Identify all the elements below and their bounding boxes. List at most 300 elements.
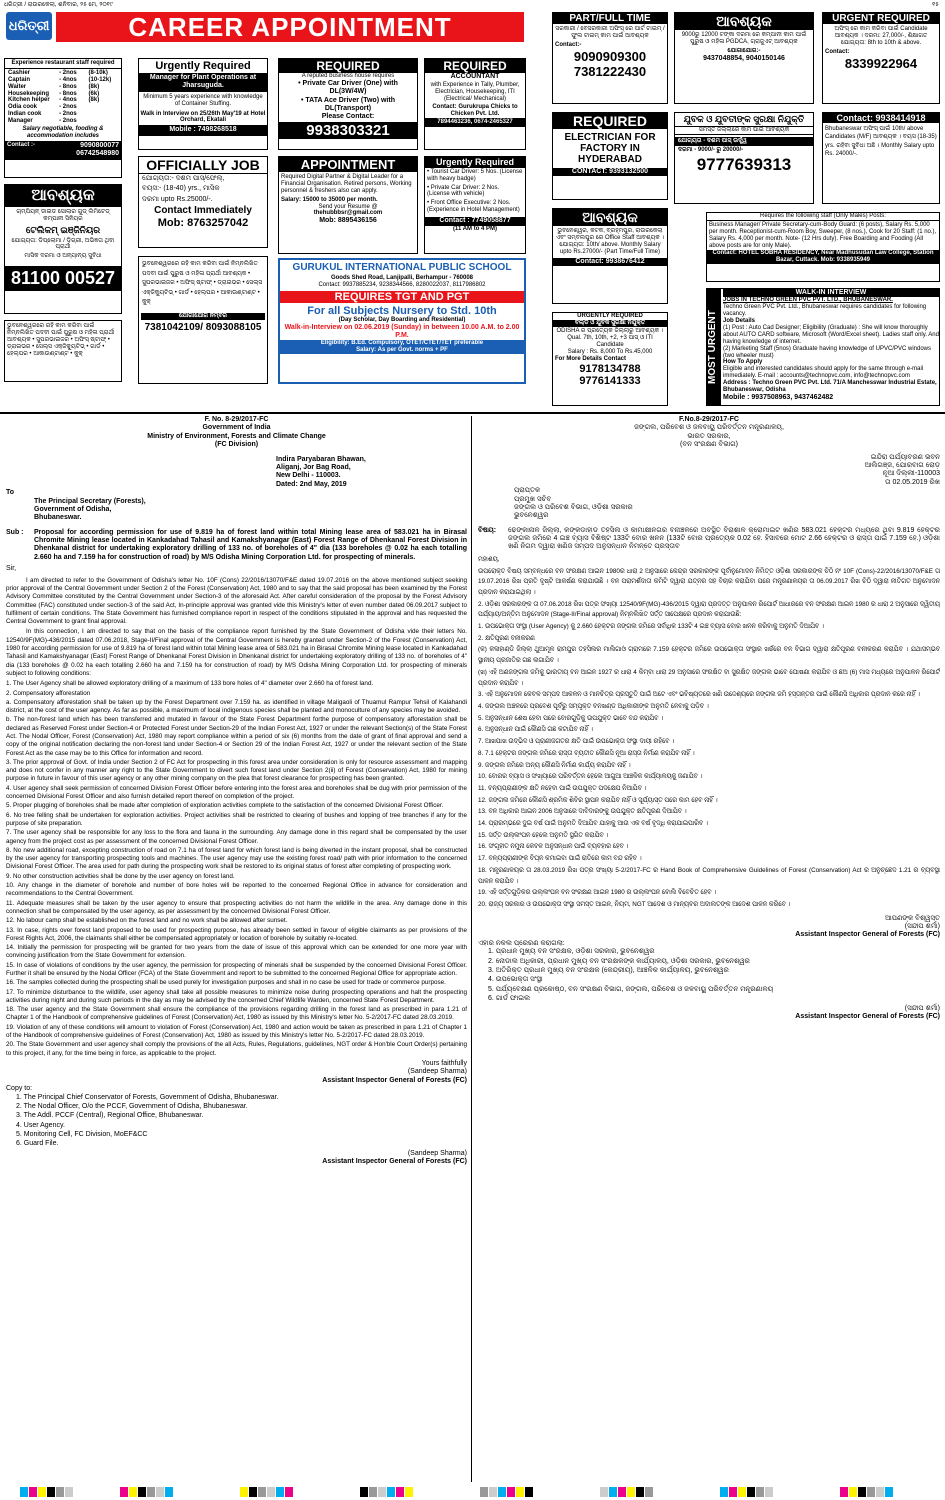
signer: (ସନ୍ଦୀପ ଶର୍ମା) xyxy=(904,1004,940,1012)
color-swatch xyxy=(849,1487,857,1497)
school-name: GURUKUL INTERNATIONAL PUBLIC SCHOOL xyxy=(292,262,512,273)
body-paragraph: 9. ଜଙ୍ଗଲ ଜମିରେ ଅନ୍ୟ କୌଣସି ନିର୍ମାଣ କାର୍ଯ୍ୟ କରାଯିବ ନାହିଁ । xyxy=(478,761,631,769)
staff-cell: - 2nos xyxy=(59,111,77,118)
ad-title: REQUIRED xyxy=(553,113,667,129)
notice-english xyxy=(6,416,472,1482)
ad-phone: 9090909300 xyxy=(573,48,647,64)
ad-time: (11 AM to 4 PM) xyxy=(452,225,498,232)
color-swatch xyxy=(29,1487,37,1497)
ad-role: ACCOUNTANT xyxy=(450,73,500,80)
ad-details-heading: Job Details xyxy=(723,318,756,325)
condition-item: 16. The samples collected during the prospecting shall be used purely for investigation purposes and shall in no case be used for trade or commerce purpose. xyxy=(6,979,446,987)
body-paragraph: 6. ଅନୁସନ୍ଧାନ ପାଇଁ କୌଣସି ଗଛ କଟାଯିବ ନାହିଁ । xyxy=(478,726,593,734)
body-paragraph: 2. କ୍ଷତିପୂରଣ ବନୀକରଣ xyxy=(478,634,535,642)
color-swatch xyxy=(885,1487,893,1497)
copy-item: 2. The Nodal Officer, O/o the PCCF, Government of Odisha, Bhubaneswar. xyxy=(16,1102,248,1110)
ad-phone: 9178134788 xyxy=(579,363,641,376)
staff-cell: Waiter xyxy=(8,83,27,90)
staff-cell: - 4nos xyxy=(59,97,77,104)
ad-phone: 9437048854, 9040150146 xyxy=(703,54,785,62)
staff-cell: (6k) xyxy=(88,90,100,97)
ad-salary: ଦରମା - 9000/- ରୁ 20000/- xyxy=(678,146,744,153)
condition-item: 15. In case of violations of conditions by the user agency, the permission for prospecting of minerals shall be suspended by the concerned Divisional Forest Officer. Further it shall be ensured by the Nodal Officer (FCA) of the State Government and report to be submitted to the concerned Regional Office for appropriate action. xyxy=(6,961,467,977)
ad-intro: Techno Green PVC Pvt. Ltd., Bhubaneswar requires candidates for following vacancy. xyxy=(723,304,927,318)
color-swatch xyxy=(20,1487,28,1497)
condition-item: 9. No other construction activities shall be done by the user agency on forest land. xyxy=(6,872,235,880)
address-line: ଇନ୍ଦିରା ପର୍ଯ୍ୟାବରଣ ଭବନ xyxy=(870,453,940,461)
color-swatch xyxy=(498,1487,506,1497)
recipient-line: Bhubaneswar. xyxy=(34,514,82,522)
ad-body: ଭୁବନେଶ୍ୱର, କଟକ, ବ୍ରହ୍ମପୁର, ରାଉରକେଲା ଏବଂ ସମ୍ବଲପୁର ରେ Office Staff ଆବଶ୍ୟକ । ଯୋଗ୍ୟତା: 10th/ above. Monthly Salary upto Rs.27000/- (Part Time/Full Time) xyxy=(555,228,665,255)
staff-cell xyxy=(89,104,118,111)
body-paragraph: 17. ବନ୍ୟପ୍ରାଣୀଙ୍କ ବିଘ୍ନ କମାଇବା ପାଇଁ ରାତିରେ କାମ ବନ୍ଦ ରହିବ । xyxy=(478,855,642,863)
address-line: ଆଲିଗଞ୍ଜ, ଯୋରବାଗ ରୋଡ଼ xyxy=(864,461,940,469)
ad-salary: Salary: 15000 to 35000 per month. xyxy=(281,196,378,203)
ad-apply-heading: How To Apply xyxy=(723,359,763,366)
ad-sub: ସମସ୍ତ ଜିଲ୍ଲାରେ କାମ ପାଇଁ ଆବଶ୍ୟକ xyxy=(675,126,813,135)
ad-body: ODISHA ର ପ୍ରତ୍ୟେକ ଜିଲ୍ଲାରୁ ଆବଶ୍ୟକ । Qual. 7th, 10th, +2, +3 ପାସ୍ ଓ ITI Candidate xyxy=(556,327,664,348)
color-swatch xyxy=(609,1487,617,1497)
color-swatch xyxy=(258,1487,266,1497)
color-swatch xyxy=(129,1487,137,1497)
condition-item: 8. No new additional road, excepting construction of road on 7.1 ha of forest land for which forest land is being diverted in the instant proposal, shall be constructed by the user agency for transporting prospecting tools and machines. The user agency may use the existing forest road/ path with prior information to the concerned Divisional Forest Officer. The area used for path during the prospecting work shall be restored to its original status of forest after completing of prospecting work. xyxy=(6,846,467,871)
condition-item: 13. In case, rights over forest land proposed to be used for prospecting purpose, has already been settled in favour of eligible claimants as per provisions of the Forest Rights Act, 2006, the claimants shall either be compensated appropriately or location of borehole by suitably re-located. xyxy=(6,926,467,942)
division: (ବନ ସଂରକ୍ଷଣ ବିଭାଗ) xyxy=(679,441,739,449)
conditions-list xyxy=(6,680,467,1058)
designation: Assistant Inspector General of Forests (FC) xyxy=(795,1012,940,1020)
ad-walkin xyxy=(706,288,940,406)
staff-cell: Cashier xyxy=(8,69,31,76)
staff-row xyxy=(8,104,118,111)
color-swatch xyxy=(765,1487,773,1497)
address-block xyxy=(276,456,467,490)
contact-label: Contact :- xyxy=(7,141,35,148)
staff-row xyxy=(8,91,118,98)
divider xyxy=(0,412,945,414)
copy-to: Copy to: xyxy=(6,1085,33,1093)
ad-title: WALK-IN INTERVIEW xyxy=(723,289,939,297)
copy-item: 6. Guard File. xyxy=(16,1140,59,1148)
color-swatch xyxy=(729,1487,737,1497)
color-swatch xyxy=(858,1487,866,1497)
copy-item: 2. ନୋଡାଲ ଅଧିକାରୀ, ପ୍ରଧାନ ମୁଖ୍ୟ ବନ ସଂରକ୍ଷକଙ୍କ କାର୍ଯ୍ୟାଳୟ, ଓଡ଼ିଶା ସରକାର, ଭୁବନେଶ୍ୱର xyxy=(488,957,750,965)
condition-item: 7. The user agency shall be responsible for any loss to the flora and fauna in the surrounding. Any damage done in this regard shall be compensated by the user agency from the project cost as per assessment of the concerned Divisional Forest Officer. xyxy=(6,829,467,845)
ad-phone: 7894463236, 0674-2465327 xyxy=(425,118,525,127)
ad-item: • Front Office Executive: 2 Nos. (Experience in Hotel Management) xyxy=(427,200,520,214)
ad-contact: Contact: Gurukrupa Chicks to Chicken Pvt. Ltd. xyxy=(432,104,518,117)
signature-block xyxy=(478,915,940,940)
ad-bhubaneswar xyxy=(822,112,940,204)
designation: Assistant Inspector General of Forests (FC) xyxy=(322,1158,467,1166)
recipient xyxy=(514,487,940,521)
ad-urgent-driver xyxy=(424,156,526,254)
color-swatch xyxy=(147,1487,155,1497)
copy-item: 3. ଅତିରିକ୍ତ ପ୍ରଧାନ ମୁଖ୍ୟ ବନ ସଂରକ୍ଷକ (କେନ୍ଦ୍ରୀୟ), ଆଞ୍ଚଳିକ କାର୍ଯ୍ୟାଳୟ, ଭୁବନେଶ୍ୱର xyxy=(488,967,729,974)
body-paragraph: 2. ଓଡ଼ିଶା ସରକାରଙ୍କ ତା 07.06.2018 ରିଖ ପତ୍ର ସଂଖ୍ୟା 12540/9F(MG)-436/2015 ଦ୍ୱାରା ପ୍ରଦତ୍ତ ଅନୁପାଳନ ରିପୋର୍ଟ ଆଧାରରେ ବନ ସଂରକ୍ଷଣ ଆଇନ 1980 ର ଧାରା 2 ଅନୁସାରେ ଦ୍ୱିତୀୟ ପର୍ଯ୍ୟାୟ/ଅନ୍ତିମ ଅନୁମୋଦନ (Stage-II/Final approval) ନିମ୍ନଲିଖିତ ସର୍ତ୍ତ ସାପେକ୍ଷରେ ପ୍ରଦାନ କରାଯାଉଛି: xyxy=(478,600,940,619)
ad-body: ଦରମା upto Rs.25000/-. xyxy=(142,195,213,203)
ad-contact: Contact: HOTEL SOBHA RESIDENCY, Near Madhusudan Law College, Station Bazar, Cuttack. Mob: 9338935949 xyxy=(707,250,939,264)
ad-hotel xyxy=(706,212,940,282)
school-contact: Contact: 9937885234, 9238344566, 8280022037, 8117986802 xyxy=(318,281,486,288)
body-paragraph: 13. ବନ ଅଧିକାର ଆଇନ 2006 ଅନୁସାରେ ଦାବିଦାରଙ୍କୁ ଉପଯୁକ୍ତ କ୍ଷତିପୂରଣ ଦିଆଯିବ । xyxy=(478,808,687,816)
ad-walkin: Walk in Interview on 25/26th May'19 at Hotel Orchard, Ekatali xyxy=(140,110,266,124)
ad-detail: (2) Marketing Staff (5nos) Graduate having knowledge of UPVC/PVC windows (two wheeler must) xyxy=(723,345,931,359)
body-paragraph: 20. ରାଜ୍ୟ ସରକାର ଓ ଉପଭୋକ୍ତା ସଂସ୍ଥା ସମସ୍ତ ଆଇନ, ନିୟମ, NGT ଆଦେଶ ଓ ମାନ୍ୟବର ଅଦାଲତଙ୍କ ଆଦେଶ ପାଳନ କରିବେ । xyxy=(478,900,791,908)
condition-item: 19. Violation of any of these conditions will amount to violation of Forest (Conservation) Act, 1980 and action would be taken as prescribed in para 1.21 of Chapter 1 of the Handbook of comprehensive guidelines of Forest (Conservation) Act, 1980 as issued by this Ministry's letter No. 5-2/2017-FC dated 28.03.2019. xyxy=(6,1023,467,1040)
body-paragraph: 16. ସଂଗୃହୀତ ନମୁନା କେବଳ ଅନୁସନ୍ଧାନ ପାଇଁ ବ୍ୟବହାର ହେବ । xyxy=(478,843,629,851)
staff-cell: - 8nos xyxy=(59,90,77,97)
condition-item: 2. Compensatory afforestation xyxy=(6,689,91,697)
ad-security xyxy=(674,112,814,204)
ad-urgent-manager xyxy=(138,58,268,150)
subject-label: ବିଷୟ: xyxy=(478,526,497,534)
staff-cell: - 8nos xyxy=(59,83,77,90)
body-paragraph: 10. ବୋରର ବ୍ୟାସ ଓ ସଂଖ୍ୟାରେ ପରିବର୍ତ୍ତନ ହେଲେ ଆଗୁଆ ଆଞ୍ଚଳିକ କାର୍ଯ୍ୟାଳୟକୁ ଜଣାଯିବ । xyxy=(478,773,703,781)
subject xyxy=(6,529,467,563)
ad-title: OFFICIALLY JOB xyxy=(139,157,267,174)
paragraph: I am directed to refer to the Government of Odisha's letter No. 10F (Cons) 22/2016/13070/F&E dated 19.07.2016 on the above mentioned subject seeking prior approval of the Central Government under Section 2 of the Forest (Conservation) Act, 1980 and to say that the said proposal has been examined by the Forest Advisory Committee constituted by the Central Government under Section-3 of the aforesaid Act. After careful consideration of the proposal by the Forest Advisory Committee (FAC) constituted under section-3 of the said Act, In-principle approval was granted vide this Ministry's letter of even number dated 06.09.2017 subject to fulfilment of certain conditions. The State Government has furnished compliance report in respect of the conditions stipulated in the approval and has requested the Central Government to grant final approval. xyxy=(6,576,467,626)
ad-body: 9000ରୁ 12000 ଟଙ୍କା ଦରମା ରେ କମ୍ପାନୀ କାମ ପାଇଁ ପୁରୁଷ ଓ ମହିଳା PGDCA, ଗ୍ରାଜୁଏଟ୍ ଆବଶ୍ୟକ xyxy=(681,32,807,45)
subject xyxy=(478,527,940,552)
school-subjects: For all Subjects Nursery to Std. 10th xyxy=(307,304,497,317)
body-paragraph: 19. ଏହି ସର୍ତ୍ତଗୁଡ଼ିକର ଉଲ୍ଲଂଘନ ବନ ସଂରକ୍ଷଣ ଆଇନ 1980 ର ଉଲ୍ଲଂଘନ ବୋଲି ବିବେଚିତ ହେବ । xyxy=(478,889,717,897)
condition-item: b. The non-forest land which has been transferred and mutated in favour of the State Forest Department forthe purpose of compensatory afforestation shall be declared as Reserved Forest under Section-4 or Protected Forest under Section-29 of the Indian Forest Act, 1927 or under the relevant Section(s) of the State Forest Act. The Nodal Officer, Forest (Conservation) Act, 1980 may report compliance within a period of six (6) months from the date of grant of final approval and send a copy of the original notification declaring the non-forest land under Section-4 or Section 29 of the Indian Forest Act, 1927 or under the relevant section of the State Forest Act as the case may be to this Office for information and record. xyxy=(6,716,467,757)
color-swatch xyxy=(645,1487,653,1497)
ad-gurukul xyxy=(278,258,526,384)
address-block xyxy=(478,454,940,488)
color-swatch xyxy=(38,1487,46,1497)
color-swatch xyxy=(627,1487,635,1497)
ad-body: Minimum 5 years experience with knowledge of Container Stuffing. xyxy=(143,93,263,107)
color-swatch xyxy=(525,1487,533,1497)
ad-contact: CONTACT: 9393132500 xyxy=(553,168,667,176)
file-number: F.No.8-29/2017-FC xyxy=(679,416,739,423)
ad-odia-office xyxy=(552,208,668,304)
staff-row xyxy=(8,97,118,104)
school-address: Goods Shed Road, Lanjipalli, Berhampur - 760008 xyxy=(330,275,474,281)
ad-text: ଭୁବନେଶ୍ୱରରେ ରହି କାମ କରିବା ପାଇଁ ନିମ୍ନଲିଖିତ ପଦବୀ ପାଇଁ ପୁରୁଷ ଓ ମହିଳା ପ୍ରାର୍ଥୀ ଆବଶ୍ୟକ • ସୁପରଭାଇଜର • ଅଫିସ୍ ଷ୍ଟାଫ୍ • ଡ୍ରାଇଭର • ସେଲ୍ସ ଏକ୍ଜିକ୍ୟୁଟିଭ୍ • ଗାର୍ଡ • ହେଲ୍ପର • ଆକାଉଣ୍ଟାଣ୍ଟ • କୁକ୍ xyxy=(7,323,115,357)
color-swatch xyxy=(138,1487,146,1497)
ad-contact: Contact Immediately xyxy=(154,205,252,217)
staff-row xyxy=(8,70,118,77)
color-swatch xyxy=(56,1487,64,1497)
address-line: New Delhi - 110003. xyxy=(276,472,341,480)
ad-items xyxy=(425,168,525,217)
ad-body: ELECTRICIAN FOR FACTORY IN HYDERABAD xyxy=(564,132,656,165)
body-paragraph: 8. 7.1 ହେକ୍ଟର ଜଙ୍ଗଲ ଜମିରେ ରାସ୍ତା ବ୍ୟତୀତ କୌଣସି ନୂଆ ରାସ୍ତା ନିର୍ମାଣ କରାଯିବ ନାହିଁ । xyxy=(478,749,695,757)
color-swatch xyxy=(489,1487,497,1497)
body-paragraph: ମହାଶୟ, xyxy=(478,555,500,563)
ad-title: URGENT REQUIRED xyxy=(823,13,939,24)
body-paragraph: 18. ମନ୍ତ୍ରଣାଳୟର ତା 28.03.2019 ରିଖ ପତ୍ର ସଂଖ୍ୟା 5-2/2017-FC ର Hand Book of Comprehensive Guidelines of Forest (Conservation) Act ର ଅନୁଚ୍ଛେଦ 1.21 ର ବ୍ୟବସ୍ଥା ପାଳନ କରାଯିବ । xyxy=(478,866,940,885)
ad-phone: 9938303321 xyxy=(279,122,417,139)
staff-row xyxy=(8,84,118,91)
government: ଭାରତ ସରକାର, xyxy=(687,432,731,440)
logo-text: ଧରିତ୍ରୀ xyxy=(8,18,50,33)
section-title-text: CAREER APPOINTMENT xyxy=(128,12,452,42)
color-swatch xyxy=(285,1487,293,1497)
body-paragraph: 11. ବନ୍ୟପ୍ରାଣୀଙ୍କ କ୍ଷତି ନହେବା ପାଇଁ ଉପଯୁକ୍ତ ପଦକ୍ଷେପ ନିଆଯିବ । xyxy=(478,784,647,792)
color-swatch xyxy=(120,1487,128,1497)
ad-odia-small xyxy=(4,320,122,382)
color-swatch xyxy=(249,1487,257,1497)
staff-cell: Indian cook xyxy=(8,111,42,118)
signature-block xyxy=(478,1005,940,1022)
ad-line: • Private Car Driver (One) with DL(3W/4W) xyxy=(298,79,398,96)
color-swatch xyxy=(636,1487,644,1497)
ad-title: PART/FULL TIME xyxy=(553,13,667,24)
copy-item: 4. ଉପଭୋକ୍ତା ସଂସ୍ଥା xyxy=(488,976,543,984)
ad-phone: 7381222430 xyxy=(573,63,647,79)
ad-urgent-candidate xyxy=(822,12,940,104)
subject-label: Sub : xyxy=(6,528,24,536)
paper-line: ଧରିତ୍ରୀ / ରାଉରକେଲା, ଶନିବାର, ୨୫ ମେ, ୨୦୧୯ xyxy=(4,2,113,8)
staff-cell: - 4nos xyxy=(59,76,77,83)
government: Government of India xyxy=(202,424,271,432)
ministry: Ministry of Environment, Forests and Climate Change xyxy=(147,432,326,440)
address-line: ନୂଆ ଦିଲ୍ଲୀ-110003 xyxy=(882,470,940,478)
notice-odia xyxy=(478,416,940,1482)
contact-phone: 9090800077 06742548980 xyxy=(76,141,119,158)
copy-item: 5. ପର୍ଯ୍ୟବେକ୍ଷଣ ପ୍ରକୋଷ୍ଠ, ବନ ସଂରକ୍ଷଣ ବିଭାଗ, ଜଙ୍ଗଲ, ପରିବେଶ ଓ ଜଳବାୟୁ ପରିବର୍ତ୍ତନ ମନ୍ତ୍ରଣାଳୟ xyxy=(488,985,774,993)
color-swatch xyxy=(378,1487,386,1497)
ad-body: ସରକାରୀ / ବେସରକାରୀ ଅଫିସ୍ ରେ ପାର୍ଟ ଟାଇମ୍ / ଫୁଲ ଟାଇମ୍ କାମ ପାଇଁ ଆବଶ୍ୟକ xyxy=(555,26,665,39)
recipient-line: ପ୍ରାପ୍ତକ xyxy=(514,487,541,495)
ad-contact: Contact: 9938414918 xyxy=(823,113,939,123)
ad-officially-job xyxy=(138,156,268,248)
address-line: Aliganj, Jor Bag Road, xyxy=(276,463,351,471)
government: ଜଙ୍ଗଲ, ପରିବେଶ ଓ ଜଳବାୟୁ ପରିବର୍ତ୍ତନ ମନ୍ତ୍ରଣାଳୟ, xyxy=(634,424,784,432)
ad-appointment xyxy=(278,156,418,254)
body-paragraph: ଉପରୋକ୍ତ ବିଷୟ ସମ୍ବନ୍ଧରେ ବନ ସଂରକ୍ଷଣ ଆଇନ 1980ର ଧାରା 2 ଅନୁସାରେ କେନ୍ଦ୍ର ସରକାରଙ୍କ ପୂର୍ବାନୁମୋଦନ ନିମିତ୍ତ ଓଡ଼ିଶା ସରକାରଙ୍କ ଚିଠି ନଂ 10F (Cons)-22/2016/13070/F&E ତା 19.07.2016 ରିଖ ପ୍ରତି ଦୃଷ୍ଟି ଆକର୍ଷଣ କରାଯାଉଛି । ବନ ପରାମର୍ଶଦାତା କମିଟି ଦ୍ୱାରା ଯତ୍ନର ସହ ବିଚାର କରାଯିବା ପରେ ମନ୍ତ୍ରଣାଳୟର ତା 06.09.2017 ରିଖ ଚିଠି ଦ୍ୱାରା ନୀତିଗତ ଅନୁମୋଦନ ପ୍ରଦାନ କରାଯାଇଥିଲା । xyxy=(478,567,940,596)
ad-accountant xyxy=(424,58,526,150)
ad-title: Experience restaurant staff required xyxy=(5,59,121,69)
ad-title: APPOINTMENT xyxy=(279,157,417,172)
copy-item: 3. The Addl. PCCF (Central), Regional Office, Bhubaneswar. xyxy=(16,1112,204,1120)
date: ତା 02.05.2019 ରିଖ xyxy=(884,478,940,486)
condition-item: a. Compensatory afforestation shall be taken up by the Forest Department over 7.159 ha. as identified in village Maligaoli of Thuamul Rampur Tehsil of Kalahandi district, at the cost of the user agency. As far as possible, a maximum of local indigenous species shall be planted and monoculture of any species may be avoided. xyxy=(6,698,467,715)
contact-label: ଯୋଗାଯୋଗ:- xyxy=(727,47,761,54)
staff-cell: Captain xyxy=(8,76,31,83)
ad-body: Business Manager/ Private Secretary-cum-Body Guard: (6 posts), Salary Rs. 5,000 per month. Receptionist-cum-Room Boy, Sweeper, (8 nos.), Cook for 20 Staff: (1 no.), Salary Rs. 4,000 per month. Note- (12 Hrs duty). Free Boarding and Fooding (All above posts are for only Male). xyxy=(709,221,937,249)
ad-required-driver xyxy=(278,58,418,150)
closing: Yours faithfully xyxy=(421,1059,467,1067)
recipient-line: The Principal Secretary (Forests), xyxy=(34,497,146,505)
body-paragraph: 4. ଜଙ୍ଗଲ ଅଞ୍ଚଳରେ ପ୍ରବେଶ ପୂର୍ବରୁ ସମ୍ପୃକ୍ତ ବନଖଣ୍ଡ ଅଧିକାରୀଙ୍କ ଅନୁମତି ନେବାକୁ ପଡ଼ିବ । xyxy=(478,703,709,710)
ad-address: Address : Techno Green PVC Pvt. Ltd. 71/A Manchesswar Industrial Estate, Bhubaneswar, Odisha xyxy=(723,380,937,393)
condition-item: 4. User agency shall seek permission of concerned Division Forest Officer before entering into the forest area and boreholes shall be dug with prior permission of the concerned Divisional Forest Officer and also furnish detailed report thereof on completion of the project. xyxy=(6,784,467,801)
ad-qual: ଯୋଗ୍ୟତା - ଦଶମ ପାସ୍ ଉର୍ଦ୍ଧ୍ୱ xyxy=(675,137,813,146)
division: (FC Division) xyxy=(214,441,259,449)
color-swatch xyxy=(618,1487,626,1497)
body-paragraph: 1. ଉପଭୋକ୍ତା ସଂସ୍ଥା (User Agency) କୁ 2.660 ହେକ୍ଟର ଜଙ୍ଗଲ ଜମିରେ ସର୍ବାଧିକ 133ଟି 4 ଇଞ୍ଚ ବ୍ୟାସ ବୋର ଖନନ କରିବାକୁ ଅନୁମତି ଦିଆଯିବ । xyxy=(478,623,824,631)
condition-item: 14. Initially the permission for prospecting will be granted for two years from the date of issue of this approval which can be extended for one more year with convincing justification from the State Government for extension. xyxy=(6,944,467,960)
color-swatch xyxy=(360,1487,368,1497)
body-paragraph: 5. ଅନୁସନ୍ଧାନ ଶେଷ ହେବା ପରେ ବୋରଗୁଡ଼ିକୁ ଉପଯୁକ୍ତ ଭାବେ ବନ୍ଦ କରାଯିବ । xyxy=(478,714,663,722)
copy-to: ଏହାର ନକଲ ପ୍ରେରଣ କରାଗଲା: xyxy=(478,939,565,947)
masthead xyxy=(0,0,945,12)
ad-body: ଯୋଗ୍ୟତା:- ଦଶମ ପାସ୍/ଫେଲ୍, xyxy=(142,175,225,182)
ad-phone: 81100 00527 xyxy=(5,266,121,291)
ad-title: REQUIRED xyxy=(279,59,417,73)
color-swatch xyxy=(240,1487,248,1497)
condition-item: 12. No labour camp shall be established on the forest land and no work shall be allowed after sunset. xyxy=(6,917,288,925)
condition-item: 18. The user agency and the State Government shall ensure the compliance of the provisions regarding drilling in the forest land as prescribed in para 1.21 of Chapter 1 of the Handbook of comprehensive guidelines of Forest (Conservation) Act, 1980 as issued by this Ministry's letter No. 5-2/2017-FC dated 28.03.2019. xyxy=(6,1006,467,1022)
ad-title: Urgently Required xyxy=(425,157,525,168)
ad-mobile: Mobile : 7498268518 xyxy=(139,125,267,135)
recipient-line: ଭୁବନେଶ୍ୱର xyxy=(514,512,549,520)
body-paragraph: 3. ଏହି ଅନୁମୋଦନ କେବଳ ସମ୍ପଦ ଆକଳନ ଓ ମାନଚିତ୍ର ପ୍ରସ୍ତୁତି ପାଇଁ ଅଟେ ଏବଂ ଭବିଷ୍ୟତରେ ଖଣି ଉଦ୍ଦେଶ୍ୟରେ ଜଙ୍ଗଲ ଜମି ହସ୍ତାନ୍ତର ପାଇଁ କୌଣସି ଅଧିକାର ପ୍ରଦାନ କରେ ନାହିଁ । xyxy=(478,691,920,699)
color-swatch xyxy=(480,1487,488,1497)
contact-label: Contact: xyxy=(825,48,850,55)
paragraph: In this connection, I am directed to say that on the basis of the compliance report furnished by the State Government of Odisha vide their letters No. 12540/9F(MG)-436/2015 dated 07.06.2018, Stage-II/Final approval of the Central Government is hereby granted under Section-2 of the Forest (Conservation) Act, 1980 for according permission for use of 9.819 ha of forest land within total Mining lease area of 583.021 ha in Birasal Chromite Mining lease located in Kankadahad Tahasil and Kamakshyanagar (East) Forest Range of Dhenkanal Forest Division in Dhenkanal district for undertaking exploratory drilling of 133 no. of boreholes of 4" dia (133 boreholes @ 0.02 ha each totalling 2.660 ha and 7.159 ha for construction of road) by M/S Odisha Mining Corporation Ltd. for prospecting of minerals subject to following conditions: xyxy=(6,628,467,677)
school-requires: REQUIRES TGT AND PGT xyxy=(280,291,524,303)
staff-cell: (8k) xyxy=(88,97,100,104)
staff-cell xyxy=(89,118,118,125)
staff-cell: Manager xyxy=(8,118,33,125)
body-paragraph: 15. ସର୍ତ୍ତ ଉଲ୍ଲଂଘନ ହେଲେ ଅନୁମତି ସ୍ଥଗିତ କରାଯିବ । xyxy=(478,831,609,839)
body-paragraph: 12. ଜଙ୍ଗଲ ଜମିରେ କୌଣସି ଶ୍ରମିକ ଶିବିର ସ୍ଥାପନ କରାଯିବ ନାହିଁ ଓ ସୂର୍ଯ୍ୟାସ୍ତ ପରେ କାମ ହେବ ନାହିଁ । xyxy=(478,796,718,804)
staff-row xyxy=(8,77,118,84)
ad-title: ଆବଶ୍ୟକ xyxy=(553,209,667,226)
subject-text: ଢେଙ୍କାନାଳ ଜିଲ୍ଲା, କଙ୍କଡାହାଡ ତହସିଲ ଓ କାମାକ୍ଷୀନଗର ବନାଞ୍ଚଳରେ ଅବସ୍ଥିତ ବିରାଶାଳ କ୍ରୋମାଇଟ ଖଣିର 583.021 ହେକ୍ଟର ମଧ୍ୟରେ ଥିବା 9.819 ହେକ୍ଟର ଜଙ୍ଗଲ ଜମିରେ 4 ଇଞ୍ଚ ବ୍ୟାସ ବିଶିଷ୍ଟ 133ଟି ବୋର ଖନନ (133ଟି ବୋର ପ୍ରତ୍ୟେକ 0.02 ହେ. ହିସାବରେ ମୋଟ 2.66 ହେକ୍ଟର ଓ ରାସ୍ତା ପାଇଁ 7.159 ହେ.) ଓଡ଼ିଶା ଖଣି ନିଗମ ଦ୍ୱାରା ଖଣିଜ ସମ୍ପଦ ଅନୁସନ୍ଧାନ ନିମନ୍ତେ ପ୍ରସ୍ତାବ xyxy=(508,526,940,551)
color-swatch xyxy=(876,1487,884,1497)
subject-text: Proposal for according permission for use of 9.819 ha of forest land within total Mining lease area of 583.021 ha in Birasal Chromite Mining lease located in Kankadahad Tahasil and Kamakshyanagar (East) Forest Range of Dhenkanal Forest Division in Dhenkanal district for undertaking exploratory drilling of 133 no. of boreholes of 4" dia (133 boreholes @ 0.02 ha each totalling 2.660 ha and 7.159 ha for construction of road) by M/S Odisha Mining Corporation Ltd. for prospecting of minerals. xyxy=(34,528,467,561)
ad-resume: Send your Resume @ xyxy=(318,203,378,210)
designation: Assistant Inspector General of Forests (FC) xyxy=(322,1076,467,1084)
ad-title: ଆବଶ୍ୟକ xyxy=(5,185,121,207)
color-swatch xyxy=(516,1487,524,1497)
ad-sub: ବିଲ୍ଡ ଓ ଯୁବକ ସୁରକ୍ଷା ନିଯୁକ୍ତି xyxy=(553,320,667,327)
ad-factory xyxy=(552,112,668,200)
color-swatch xyxy=(756,1487,764,1497)
ad-subtitle: Manager for Plant Operations at Jharsuguda. xyxy=(139,73,267,92)
ad-mobile: Mobile : 9937508963, 9437462482 xyxy=(723,393,834,401)
recipient-line: ପ୍ରମୁଖ ସଚିବ xyxy=(514,495,552,503)
ad-line: • TATA Ace Driver (Two) with DL(Transport) xyxy=(301,96,395,113)
ad-body: Required Digital Partner & Digital Leader for a Financial Organisation. Retired persons, Working personnel & freshers also can apply. xyxy=(281,174,412,194)
ad-post: ଟେଲିକମ୍ ଇଞ୍ଜିନିୟର xyxy=(25,224,101,235)
staff-cell: (8-10k) xyxy=(88,69,108,76)
color-swatch xyxy=(738,1487,746,1497)
color-swatch xyxy=(165,1487,173,1497)
page-number: ୧୫ xyxy=(932,2,939,8)
color-swatch xyxy=(867,1487,875,1497)
ad-line: ଯୋଗ୍ୟତା: ଡିପ୍ଲୋମା / ଡିଗ୍ରୀ, ଅଭିଜ୍ଞତା ଥିବା ପ୍ରାର୍ଥୀ xyxy=(11,237,115,251)
ad-contact-label: ଯୋଗାଯୋଗ ନମ୍ବର xyxy=(141,313,265,320)
ad-mob: Mob: 8895436156 xyxy=(319,217,377,225)
ad-side-label: MOST URGENT xyxy=(707,289,721,405)
color-swatch xyxy=(720,1487,728,1497)
body-list xyxy=(478,555,940,911)
ad-title: ଯୁବକ ଓ ଯୁବତୀଙ୍କ ସୁରକ୍ଷା ନିଯୁକ୍ତି xyxy=(683,114,805,124)
staff-cell: - 2nos xyxy=(59,69,77,76)
ad-title: URGENTLY REQUIRED xyxy=(577,313,643,319)
ad-phone: 7381042109/ 8093088105 xyxy=(144,321,262,333)
ad-phone: 8339922964 xyxy=(844,55,918,71)
signer: (Sandeep Sharma) xyxy=(407,1068,467,1076)
signer: (Sandeep Sharma) xyxy=(407,1149,467,1157)
staff-cell: (10-12k) xyxy=(88,76,112,83)
signature-block xyxy=(6,1150,467,1167)
ad-title: Urgently Required xyxy=(155,60,251,72)
condition-item: 10. Any change in the diameter of borehole and number of bore holes will be reported to the concerned Regional Office in advance for consideration and recommendations to the Central Government. xyxy=(6,882,467,898)
staff-cell: - 2nos xyxy=(59,118,77,125)
ad-apply: Eligible and interested candidates should apply for the same through e-mail immediately. E-mail : accounts@technopvc.com, info@technopvc.com xyxy=(723,366,924,380)
color-swatch xyxy=(387,1487,395,1497)
ad-line: ଚାମ୍ପିୟନ୍ ଡାଇଡ ସୋଲାର ଗୁଡ୍ ଲିମିଟେଡ୍ କମ୍ପାନୀ ସିନିୟର xyxy=(16,209,110,222)
ad-phone: 9777639313 xyxy=(696,154,792,174)
color-swatch xyxy=(65,1487,73,1497)
ad-odia-telecom xyxy=(4,184,122,314)
ad-restaurant xyxy=(4,58,122,178)
color-swatch xyxy=(156,1487,164,1497)
ad-part-full xyxy=(552,12,668,104)
ad-mob: Mob: 8763257042 xyxy=(157,217,249,230)
condition-item: 17. To minimize disturbance to the wildlife, user agency shall take all possible measures to minimize noise during prospecting operations and halt the prospecting activities during night and during such periods in the day as may be advised by the concerned Chief Wildlife Warden, concerned State Forest Department. xyxy=(6,988,467,1004)
salutation: Sir, xyxy=(6,565,17,573)
section-title xyxy=(56,12,524,42)
body-paragraph: (ଖ) ଏହି ଅଣଜଙ୍ଗଲ ଜମିକୁ ଭାରତୀୟ ବନ ଆଇନ 1927 ର ଧାରା 4 କିମ୍ବା ଧାରା 29 ଅନୁସାରେ ସଂରକ୍ଷିତ ବା ସୁରକ୍ଷିତ ଜଙ୍ଗଲ ଭାବେ ଘୋଷଣା କରାଯିବ ଓ ଛଅ (6) ମାସ ମଧ୍ୟରେ ଅନୁପାଳନ ରିପୋର୍ଟ ପ୍ରଦାନ କରାଯିବ । xyxy=(478,668,940,687)
ad-contact-label: Please Contact: xyxy=(321,113,375,121)
copy-item: 5. Monitoring Cell, FC Division, MoEF&CC xyxy=(16,1131,148,1139)
to-label: To xyxy=(6,489,15,497)
school-type: (Day Scholar, Day Boarding and Residential) xyxy=(338,316,466,323)
ad-body: ଅଫିସ୍ ରେ କାମ କରିବା ପାଇଁ Candidate ଆବଶ୍ୟକ । ଦରମା: 27,000/-, ଶିକ୍ଷାଗତ ଯୋଗ୍ୟତା: 8th to 10th & above. xyxy=(834,26,928,46)
copy-item: 1. ପ୍ରଧାନ ମୁଖ୍ୟ ବନ ସଂରକ୍ଷକ, ଓଡ଼ିଶା ସରକାର, ଭୁବନେଶ୍ୱର xyxy=(488,948,655,956)
logo xyxy=(6,12,52,40)
ad-header: Requires the following staff (Only Males) Posts: xyxy=(707,213,939,221)
ad-item: • Tourist Car Driver: 5 Nos. (License with heavy badge) xyxy=(427,168,523,182)
color-swatch xyxy=(276,1487,284,1497)
color-swatch xyxy=(369,1487,377,1497)
ad-item: • Private Car Driver: 2 Nos. (License with vehicle) xyxy=(427,184,500,198)
recipient-line: ଜଙ୍ଗଲ ଓ ପରିବେଶ ବିଭାଗ, ଓଡ଼ିଶା ସରକାର xyxy=(514,503,633,511)
staff-cell: Housekeeping xyxy=(8,90,50,97)
staff-cell: - 2nos xyxy=(59,104,77,111)
school-eligibility: Eligibility: B.Ed. Compulsory, OTET/CTET/TET preferable xyxy=(280,340,524,347)
school-salary: Salary: As per Govt. norms + PF xyxy=(280,347,524,354)
recipient xyxy=(34,498,467,523)
address-line: Indira Paryabaran Bhawan, xyxy=(276,455,366,463)
ad-odia-vacancies xyxy=(138,256,268,384)
color-swatch xyxy=(267,1487,275,1497)
condition-item: 5. Proper plugging of boreholes shall be made after completion of exploration activities complete to the satisfaction of the concerned Divisional Forest Officer. xyxy=(6,802,444,810)
ad-contact xyxy=(5,141,121,160)
ad-body: ବୟସ:- (18-40) yrs., ମାସିକ xyxy=(142,185,220,193)
signer: (ସନ୍ଦୀପ ଶର୍ମା) xyxy=(904,923,940,931)
signature-block xyxy=(6,1060,467,1085)
ad-title: REQUIRED xyxy=(425,59,525,73)
copies-list xyxy=(16,1094,467,1149)
staff-cell: Odia cook xyxy=(8,104,38,111)
color-swatch xyxy=(396,1487,404,1497)
color-swatch xyxy=(747,1487,755,1497)
ad-body: with Experience in Tally, Plumber, Electrician, Housekeeping, ITI (Electrical/ Mechanical) xyxy=(430,82,520,103)
ad-contact: Contact : 7749058877 xyxy=(425,217,525,225)
ad-contact: Contact: 9938676412 xyxy=(553,258,667,266)
condition-item: 20. The State Government and user agency shall comply the provisions of the all Acts, Rules, Regulations, guidelines, NGT order & Hon'ble Court Order(s) pertaining to this project, if any, for the time being in force, as applicable to the project. xyxy=(6,1041,467,1057)
ad-line: ମାସିକ ଦରମା ଓ ଅନ୍ୟାନ୍ୟ ସୁବିଧା xyxy=(24,253,102,260)
body-paragraph: 7. ଆଖପାଖ ଉଦ୍ଭିଦ ଓ ପ୍ରାଣୀଜଗତର କ୍ଷତି ପାଇଁ ଉପଭୋକ୍ତା ସଂସ୍ଥା ଦାୟୀ ରହିବେ । xyxy=(478,738,675,746)
ad-line: A reputed business house requires xyxy=(301,73,395,79)
copy-item: 6. ଗାର୍ଡ ଫାଇଲ xyxy=(488,995,531,1003)
condition-item: 6. No tree felling shall be undertaken for exploration activities. Project activities shall be restricted to clearing of bushes and lopping of tree branches if any for the purpose of site preparation. xyxy=(6,811,467,827)
color-swatch xyxy=(507,1487,515,1497)
ad-note: Salary negotiable, fooding & accommodation includes xyxy=(22,126,104,139)
copy-item: 1. The Principal Chief Conservator of Forests, Government of Odisha, Bhubaneswar. xyxy=(16,1093,279,1101)
ad-body: Bhubaneswar ଅଫିସ୍ ପାଇଁ 10th/ above Candidates (M/F) ଆବଶ୍ୟକ । ବୟସ (18-35) yrs. ରହିବା ସୁବିଧା ଅଛି । Monthly Salary upto Rs. 24000/-. xyxy=(825,126,937,158)
